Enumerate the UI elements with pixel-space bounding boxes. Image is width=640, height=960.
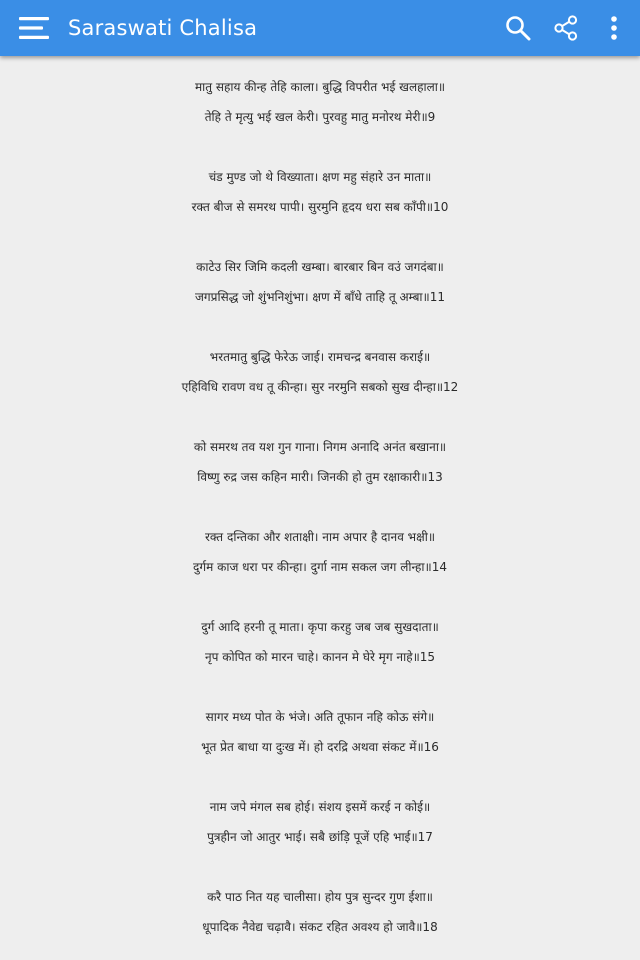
verse-line: करै पाठ नित यह चालीसा। होय पुत्र सुन्दर गुण ईशा॥ <box>207 890 433 904</box>
verse-11 <box>0 252 640 312</box>
search-button[interactable] <box>494 0 542 56</box>
verse-line: मातु सहाय कीन्ह तेहि काला। बुद्धि विपरीत भई खलहाला॥ <box>194 80 446 94</box>
verse-16 <box>0 702 640 762</box>
verse-line: चंड मुण्ड जो थे विख्याता। क्षण महु संहारे उन माता॥ <box>208 170 432 184</box>
verse-12 <box>0 342 640 402</box>
menu-icon <box>19 16 49 40</box>
app-bar <box>0 0 640 56</box>
share-icon <box>553 15 579 41</box>
verse-list <box>0 56 640 942</box>
verse-15 <box>0 612 640 672</box>
verse-line: दुर्गम काज धरा पर कीन्हा। दुर्गा नाम सकल जग लीन्हा॥14 <box>193 560 447 574</box>
share-button[interactable] <box>542 0 590 56</box>
verse-line: एहिविधि रावण वध तू कीन्हा। सुर नरमुनि सबको सुख दीन्हा॥12 <box>181 380 459 394</box>
verse-line: तेहि ते मृत्यु भई खल केरी। पुरवहु मातु मनोरथ मेरी॥9 <box>204 110 436 124</box>
verse-line: धूपादिक नैवेद्य चढ़ावै। संकट रहित अवश्य हो जावै॥18 <box>202 920 438 934</box>
verse-line: नृप कोपित को मारन चाहे। कानन मे घेरे मृग नाहे॥15 <box>204 650 436 664</box>
menu-button[interactable] <box>6 0 62 56</box>
verse-line: रक्त बीज से समरथ पापी। सुरमुनि हृदय धरा सब काँपी॥10 <box>191 200 449 214</box>
verse-18 <box>0 882 640 942</box>
verse-17 <box>0 792 640 852</box>
more-options-button[interactable] <box>590 0 638 56</box>
verse-14 <box>0 522 640 582</box>
verse-line: रक्त दन्तिका और शताक्षी। नाम अपार है दानव भक्षी॥ <box>204 530 436 544</box>
verse-line: काटेउ सिर जिमि कदली खम्बा। बारबार बिन वउं जगदंबा॥ <box>196 260 444 274</box>
verse-line: नाम जपे मंगल सब होई। संशय इसमें करई न कोई॥ <box>209 800 431 814</box>
verse-10 <box>0 162 640 222</box>
verse-line: को समरथ तव यश गुन गाना। निगम अनादि अनंत बखाना॥ <box>193 440 447 454</box>
verse-line: भूत प्रेत बाधा या दुःख में। हो दरद्रि अथवा संकट में॥16 <box>201 740 439 754</box>
more-vertical-icon <box>610 15 618 41</box>
verse-line: पुत्रहीन जो आतुर भाई। सबै छांड़ि पूजें एहि भाई॥17 <box>207 830 433 844</box>
verse-line: विष्णु रुद्र जस कहिन मारी। जिनकी हो तुम रक्षाकारी॥13 <box>197 470 443 484</box>
verse-line: दुर्ग आदि हरनी तू माता। कृपा करहु जब जब सुखदाता॥ <box>201 620 439 634</box>
verse-line: जगप्रसिद्ध जो शुंभनिशुंभा। क्षण में बाँधे ताहि तू अम्बा॥11 <box>195 290 445 304</box>
verse-line: भरतमातु बुद्धि फेरेऊ जाई। रामचन्द्र बनवास कराई॥ <box>209 350 431 364</box>
verse-9 <box>0 72 640 132</box>
chalisa-scroll-view[interactable] <box>0 56 640 960</box>
verse-line: सागर मध्य पोत के भंजे। अति तूफान नहि कोऊ संगे॥ <box>205 710 435 724</box>
verse-13 <box>0 432 640 492</box>
page-title: Saraswati Chalisa <box>68 16 258 40</box>
search-icon <box>505 15 531 41</box>
